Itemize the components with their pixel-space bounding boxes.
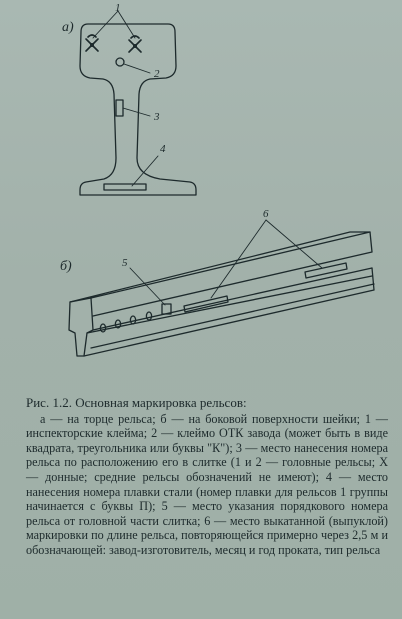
rail-cross-section	[62, 2, 196, 195]
figure-caption	[26, 396, 388, 558]
part-b-label: б)	[60, 259, 72, 274]
inspector-stamp-left	[86, 35, 98, 51]
callout-3: 3	[154, 111, 160, 123]
otk-stamp-mark	[116, 58, 124, 66]
leader-lines-a	[93, 11, 158, 186]
callout-5: 5	[122, 257, 128, 269]
rail-number-mark	[116, 100, 123, 116]
callout-2: 2	[154, 68, 160, 80]
rail-perspective-view	[60, 208, 374, 356]
callout-1: 1	[115, 2, 121, 14]
callout-4: 4	[160, 143, 166, 155]
heat-number-mark	[104, 184, 146, 190]
caption-body: а — на торце рельса; б — на боковой поверхности шейки; 1 — инспекторские клейма; 2 — клеймо ОТК завода (может быть в виде квадрата, треугольника или буквы "К"); 3 — место нанесения номера рельса по расположению его в слитке (1 и 2 — головные рельсы; Х — донные; средние рельсы обозначений не имеют); 4 — место нанесения номера плавки стали (номер плавки для рельсов 1 группы начинается с буквы П); 5 — место указания порядкового номера рельса от головной части слитка; 6 — место выкатанной (выпуклой) маркировки по длине рельса, повторяющейся примерно через 2,5 м и обозначающей: завод-изготовитель, месяц и год проката, тип рельса	[26, 411, 388, 557]
caption-title: Рис. 1.2. Основная маркировка рельсов:	[26, 395, 247, 410]
part-a-label: а)	[62, 20, 74, 35]
rail-base	[84, 268, 374, 356]
rail-end-face	[69, 298, 93, 356]
rolled-marking-2	[305, 263, 347, 278]
callout-6: 6	[263, 208, 269, 220]
